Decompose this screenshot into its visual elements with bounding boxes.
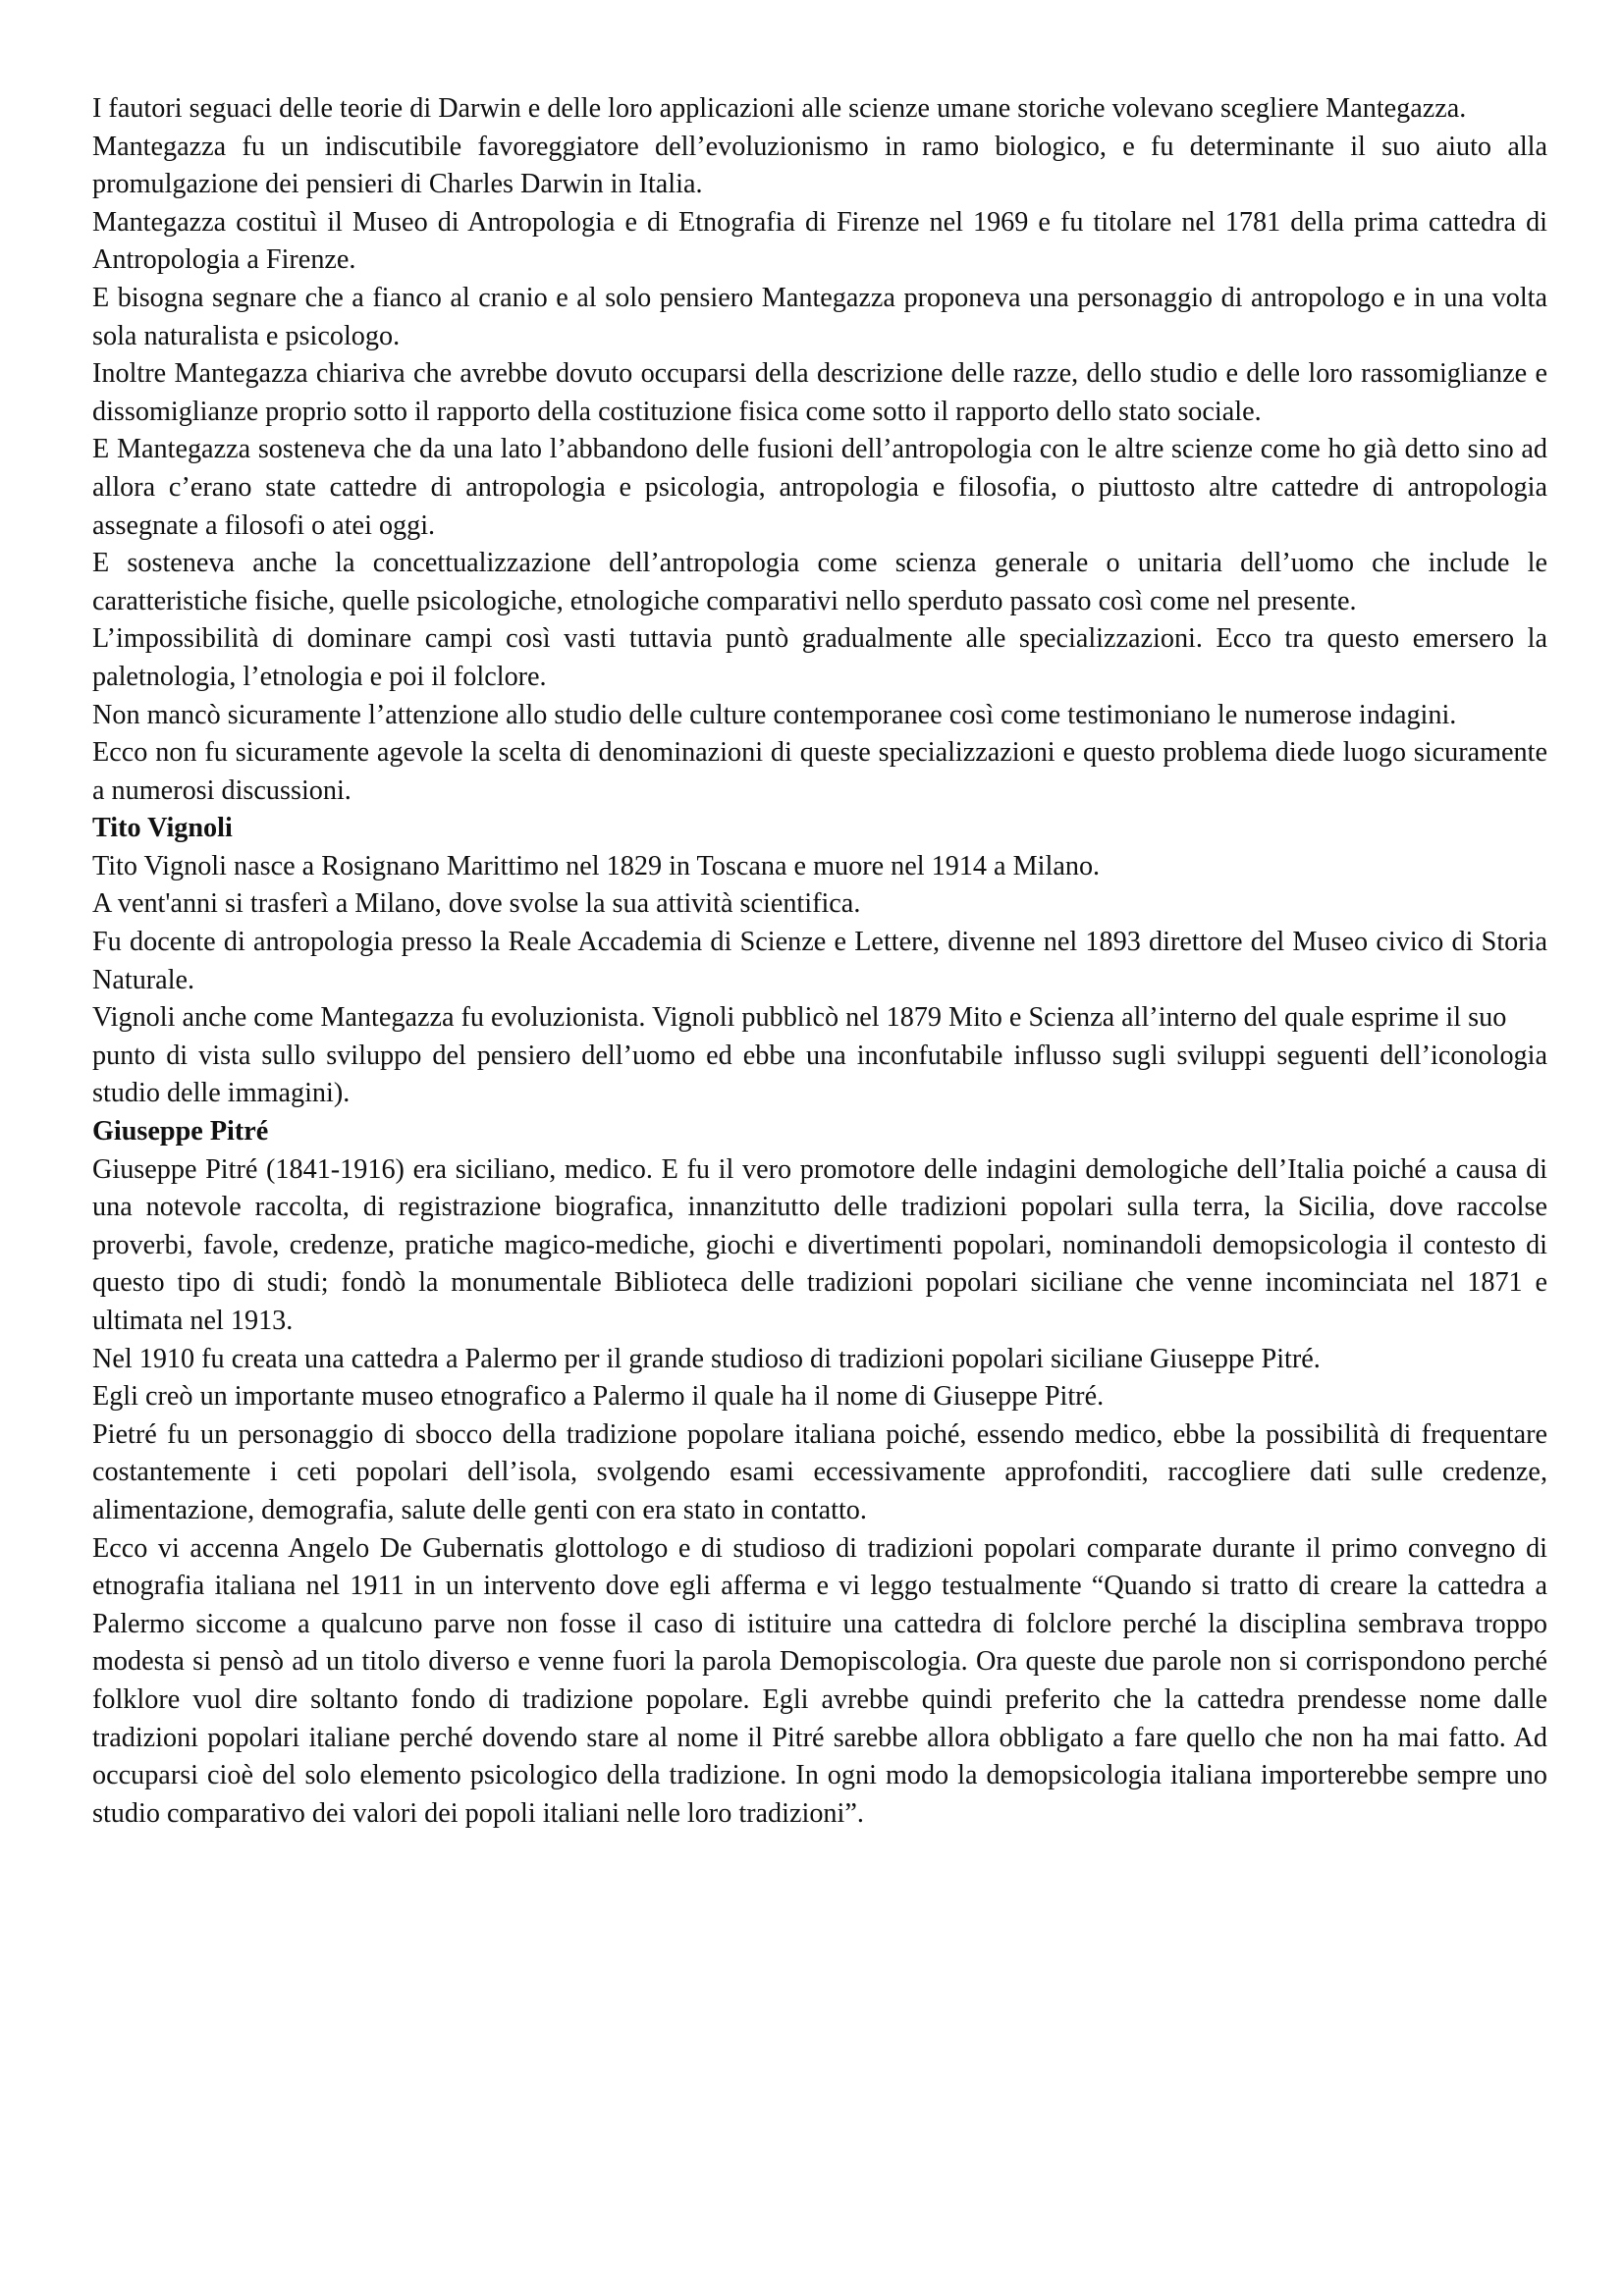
- paragraph-pitre-bio: Giuseppe Pitré (1841-1916) era siciliano, medico. E fu il vero promotore delle indagini demologiche dell’Italia poiché a causa di una notevole raccolta, di registrazione biografica, innanzitutto delle tradizioni popolari sulla terra, la Sicilia, dove raccolse proverbi, favole, credenze, pratiche magico-mediche, giochi e divertimenti popolari, nominandoli demopsicologia il contesto di questo tipo di studi; fondò la monumentale Biblioteca delle tradizioni popolari siciliane che venne incominciata nel 1871 e ultimata nel 1913.: [92, 1153, 1547, 1336]
- paragraph-denominations: Ecco non fu sicuramente agevole la scelta di denominazioni di queste specializzazioni e questo problema diede luogo sicuramente a numerosi discussioni.: [92, 737, 1547, 806]
- paragraph-vignoli-teacher: Fu docente di antropologia presso la Reale Accademia di Scienze e Lettere, divenne nel 1893 direttore del Museo civico di Storia Naturale.: [92, 927, 1547, 995]
- paragraph-de-gubernatis-quote: Ecco vi accenna Angelo De Gubernatis glottologo e di studioso di tradizioni popolari comparate durante il primo convegno di etnografia italiana nel 1911 in un intervento dove egli afferma e vi leggo testualmente “Quando si tratto di creare la cattedra a Palermo siccome a qualcuno parve non fosse il caso di istituire una cattedra di folclore perché la disciplina sembrava troppo modesta si pensò ad un titolo diverso e venne fuori la parola Demopiscologia. Ora queste due parole non si corrispondono perché folklore vuol dire soltanto fondo di tradizione popolare. Egli avrebbe quindi preferito che la cattedra prendesse nome dalle tradizioni popolari italiane perché dovendo stare al nome il Pitré sarebbe allora obbligato a fare quello che non ha mai fatto. Ad occuparsi cioè del solo elemento psicologico della tradizione. In ogni modo la demopsicologia italiana importerebbe sempre uno studio comparativo dei valori dei popoli italiani nelle loro tradizioni”.: [92, 1532, 1547, 1829]
- document-page: [92, 90, 1547, 1833]
- paragraph-specializations: L’impossibilità di dominare campi così vasti tuttavia puntò gradualmente alle specializzazioni. Ecco tra questo emersero la paletnologia, l’etnologia e poi il folclore.: [92, 623, 1547, 692]
- paragraph-fusions: E Mantegazza sosteneva che da una lato l’abbandono delle fusioni dell’antropologia con le altre scienze come ho già detto sino ad allora c’erano state cattedre di antropologia e psicologia, antropologia e filosofia, o piuttosto altre cattedre di antropologia assegnate a filosofi o atei oggi.: [92, 434, 1547, 541]
- paragraph-races-study: Inoltre Mantegazza chiariva che avrebbe dovuto occuparsi della descrizione delle razze, dello studio e delle loro rassomiglianze e dissomiglianze proprio sotto il rapporto della costituzione fisica come sotto il rapporto dello stato sociale.: [92, 358, 1547, 427]
- heading-giuseppe-pitre: Giuseppe Pitré: [92, 1116, 269, 1148]
- paragraph-pitre-physician: Pietré fu un personaggio di sbocco della tradizione popolare italiana poiché, essendo medico, ebbe la possibilità di frequentare costantemente i ceti popolari dell’isola, svolgendo esami eccessivamente approfonditi, raccogliere dati sulle credenze, alimentazione, demografia, salute delle genti con era stato in contatto.: [92, 1418, 1547, 1525]
- paragraph-vignoli-evolutionist: Vignoli anche come Mantegazza fu evoluzionista. Vignoli pubblicò nel 1879 Mito e Scienza all’interno del quale esprime il suo: [92, 1002, 1507, 1034]
- paragraph-evolutionism: Mantegazza fu un indiscutibile favoreggiatore dell’evoluzionismo in ramo biologico, e fu determinante il suo aiuto alla promulgazione dei pensieri di Charles Darwin in Italia.: [92, 131, 1547, 200]
- paragraph-anthropologist-figure: E bisogna segnare che a fianco al cranio e al solo pensiero Mantegazza proponeva una personaggio di antropologo e in una volta sola naturalista e psicologo.: [92, 282, 1547, 351]
- paragraph-pitre-museum: Egli creò un importante museo etnografico a Palermo il quale ha il nome di Giuseppe Pitré.: [92, 1381, 1105, 1413]
- paragraph-contemporary-cultures: Non mancò sicuramente l’attenzione allo studio delle culture contemporanee così come testimoniano le numerose indagini.: [92, 699, 1457, 730]
- paragraph-darwin-followers: I fautori seguaci delle teorie di Darwin e delle loro applicazioni alle scienze umane storiche volevano scegliere Mantegazza.: [92, 93, 1467, 124]
- paragraph-conceptualization: E sosteneva anche la concettualizzazione dell’antropologia come scienza generale o unitaria dell’uomo che include le caratteristiche fisiche, quelle psicologiche, etnologiche comparativi nello sperduto passato così come nel presente.: [92, 548, 1547, 616]
- paragraph-museum-florence: Mantegazza costituì il Museo di Antropologia e di Etnografia di Firenze nel 1969 e fu titolare nel 1781 della prima cattedra di Antropologia a Firenze.: [92, 206, 1547, 276]
- paragraph-vignoli-birth: Tito Vignoli nasce a Rosignano Marittimo nel 1829 in Toscana e muore nel 1914 a Milano.: [92, 850, 1101, 881]
- paragraph-vignoli-milan: A vent'anni si trasferì a Milano, dove svolse la sua attività scientifica.: [92, 888, 861, 920]
- paragraph-pitre-chair: Nel 1910 fu creata una cattedra a Palermo per il grande studioso di tradizioni popolari siciliane Giuseppe Pitré.: [92, 1343, 1321, 1374]
- heading-tito-vignoli: Tito Vignoli: [92, 813, 233, 844]
- paragraph-vignoli-viewpoint: punto di vista sullo sviluppo del pensiero dell’uomo ed ebbe una inconfutabile influsso sugli sviluppi seguenti dell’iconologia studio delle immagini).: [92, 1040, 1547, 1109]
